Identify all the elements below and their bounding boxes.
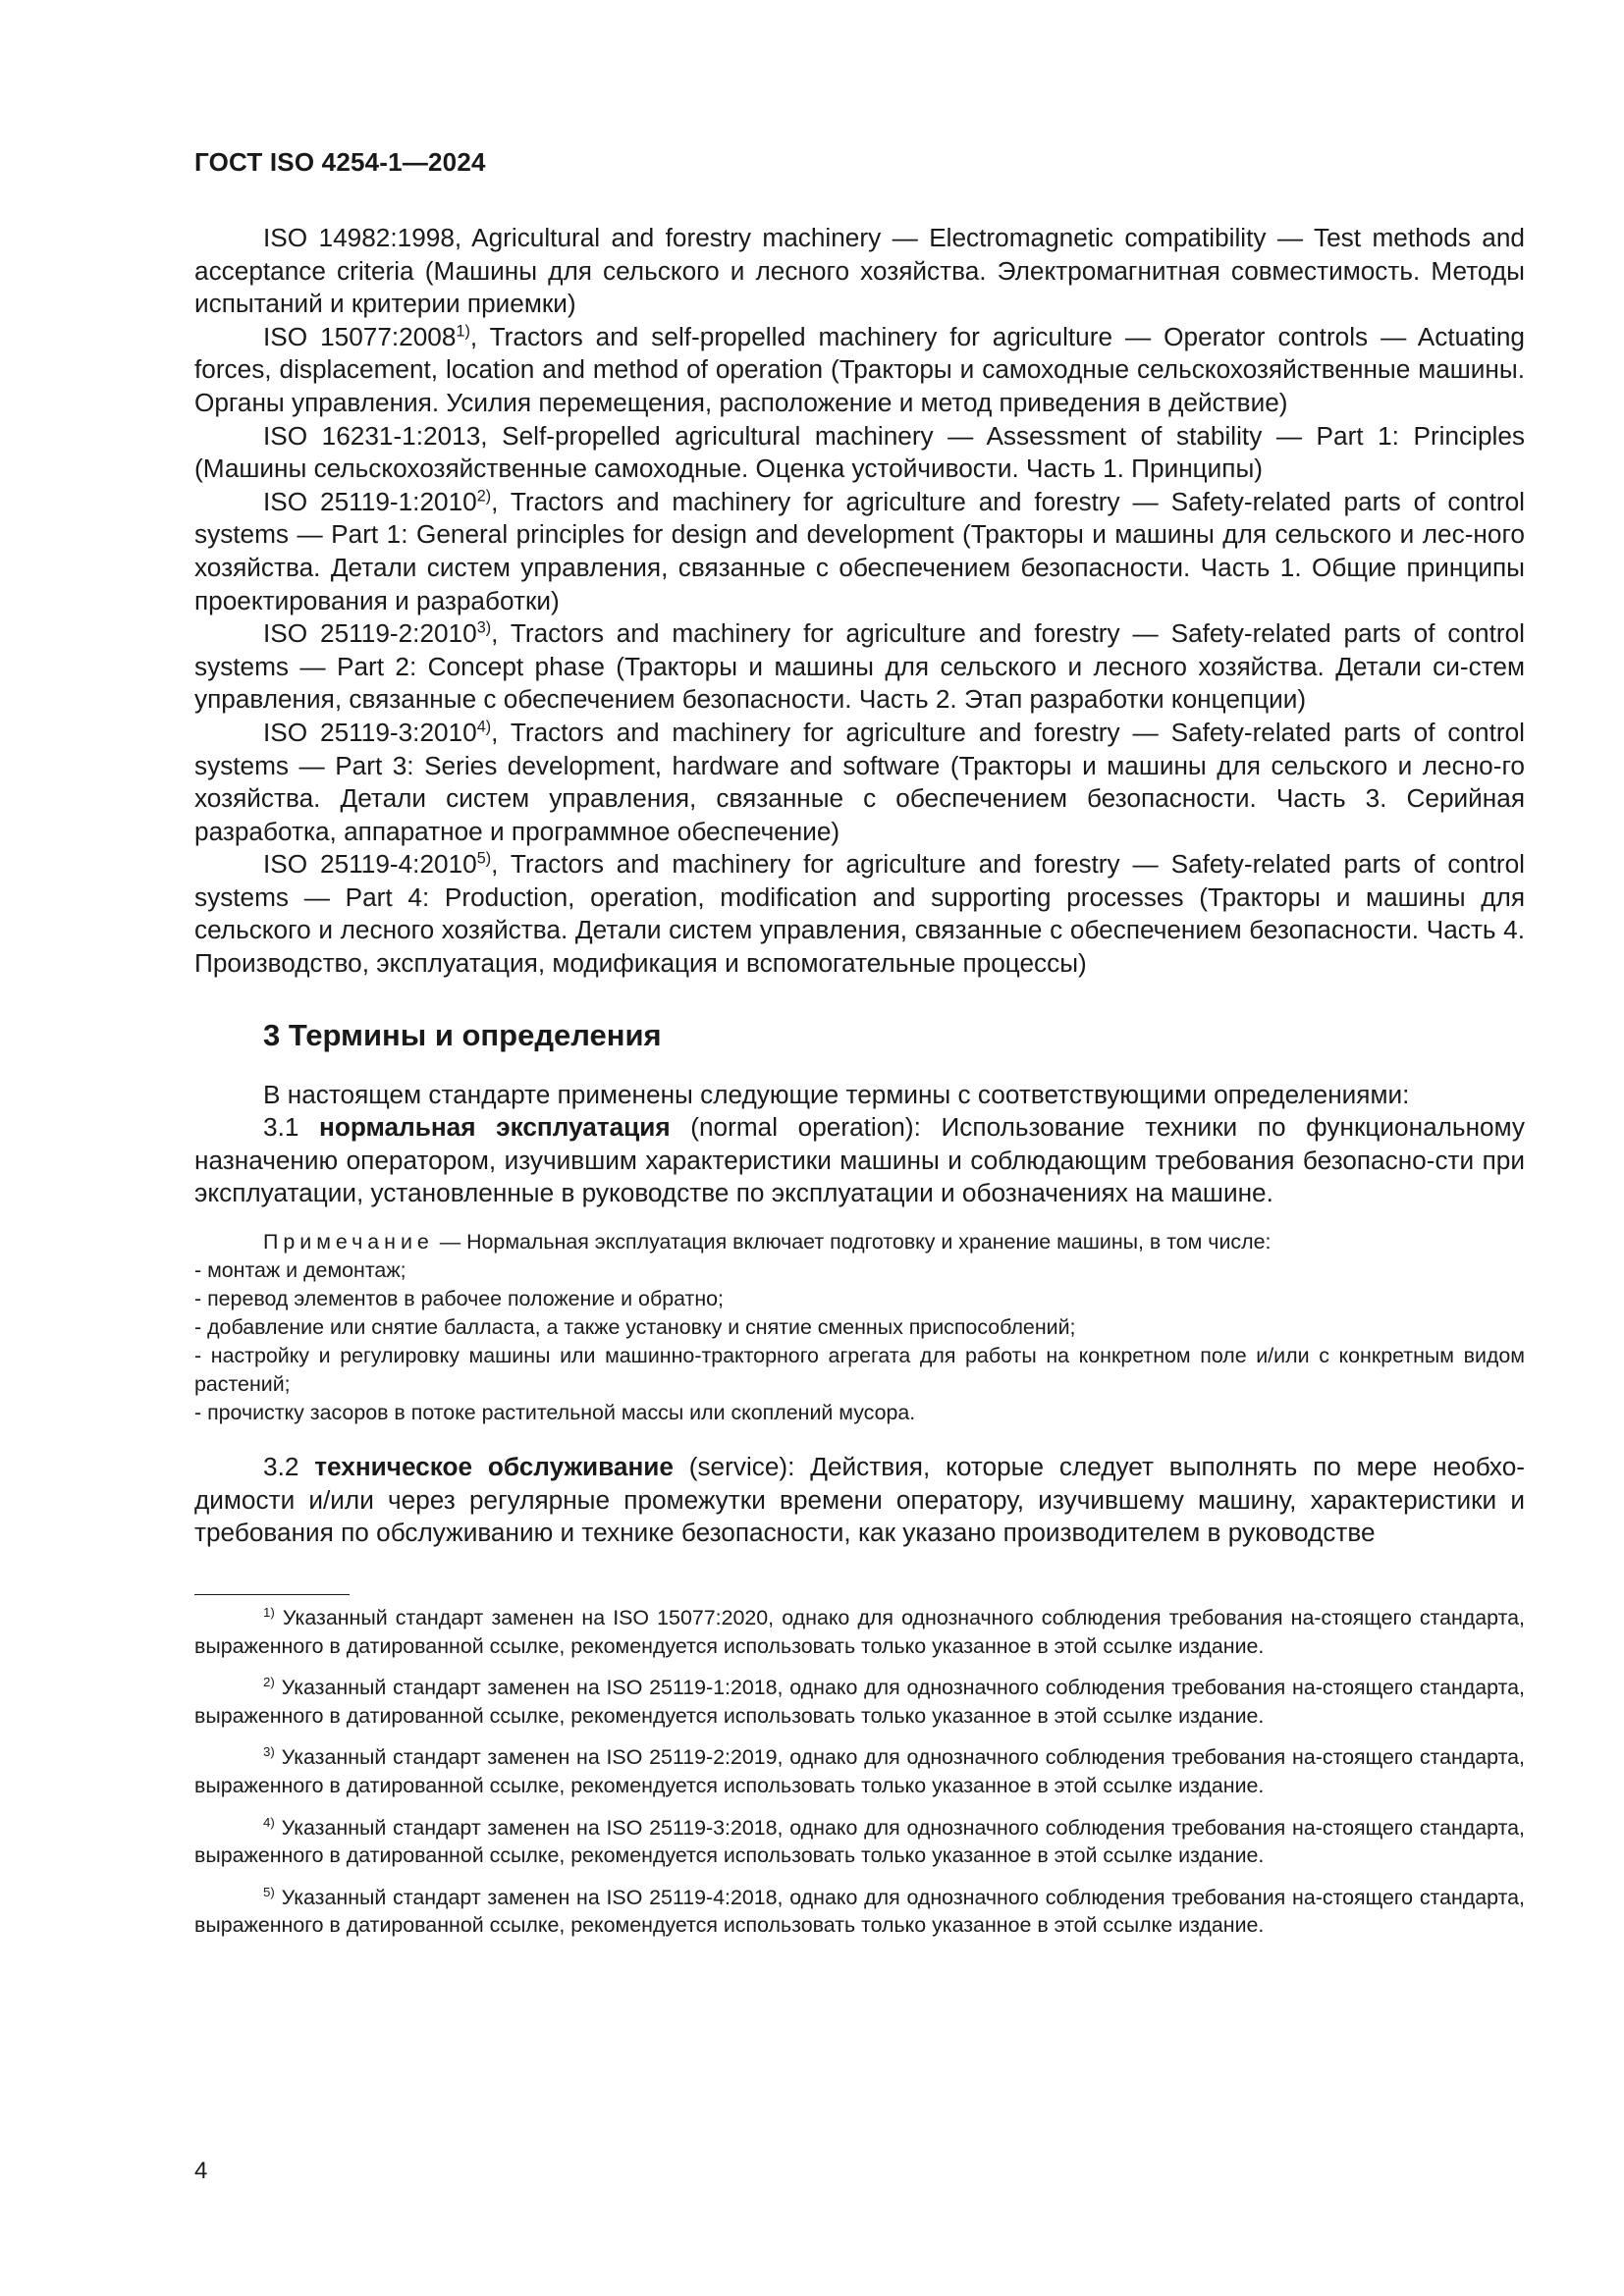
footnotes: [194, 1604, 1525, 1953]
reference-item: [194, 717, 1525, 848]
note-list-item: - монтаж и демонтаж;: [194, 1258, 406, 1283]
term-definition: [194, 1451, 1525, 1550]
section-intro: В настоящем стандарте применены следующие термины с соответствующими определениями:: [263, 1079, 1410, 1109]
note-intro: [194, 1228, 1525, 1256]
footnote: [194, 1674, 1525, 1730]
reference-text: , Tractors and self-propelled machinery for agriculture — Operator controls — Actuating forces, displacement, location and method of operation (Тракторы и самоходные сельскохозяйственные машины. Органы управления. Усилия перемещения, расположение и метод приведения в действие): [194, 321, 1525, 417]
section-heading: 3 Термины и определения: [263, 1017, 662, 1052]
reference-item: [194, 222, 1525, 321]
note-list-item: - добавление или снятие балласта, а также установку и снятие сменных приспособлений;: [194, 1315, 1076, 1340]
reference-id: ISO 15077:2008: [263, 321, 457, 351]
standard-header: ГОСТ ISO 4254-1—2024: [194, 147, 486, 177]
footnote-ref[interactable]: 2): [476, 487, 492, 506]
reference-id: ISO 25119-1:2010: [263, 486, 477, 516]
term-text: (normal operation): Использование техники по функциональному назначению оператором, изучившим характеристики машины и соблюдающим требования безопасно-сти при эксплуатации, установленные в руководстве по эксплуатации и обозначениях на машине.: [194, 1112, 1525, 1208]
reference-text: , Tractors and machinery for agriculture and forestry — Safety-related parts of control systems — Part 1: General principles for design and development (Тракторы и машины для сельского и лес-ного хозяйства. Детали систем управления, связанные с обеспечением безопасности. Часть 1. Общие принципы проектирования и разработки): [194, 486, 1525, 615]
reference-text: , Tractors and machinery for agriculture and forestry — Safety-related parts of control systems — Part 4: Production, operation, modification and supporting processes (Тракторы и машины для сельского и лесного хозяйства. Детали систем управления, связанные с обеспечением безопасности. Часть 4. Производство, эксплуатация, модификация и вспомогательные процессы): [194, 849, 1525, 979]
footnote: [194, 1884, 1525, 1940]
footnote-ref[interactable]: 5): [476, 849, 492, 868]
footnote-mark: 4): [263, 1814, 275, 1830]
reference-item: [194, 848, 1525, 980]
reference-text: , Self-propelled agricultural machinery — Assessment of stability — Part 1: Principles (Машины сельскохозяйственные самоходные. Оценка устойчивости. Часть 1. Принципы): [194, 420, 1526, 484]
footnote: [194, 1814, 1525, 1870]
reference-item: [194, 486, 1525, 617]
note-text: — Нормальная эксплуатация включает подготовку и хранение машины, в том числе:: [433, 1230, 1272, 1255]
term-definition: [194, 1111, 1525, 1210]
footnote-separator: [194, 1594, 350, 1595]
page-body: [194, 222, 1525, 1550]
page-number: 4: [194, 2158, 208, 2184]
footnote-text: Указанный стандарт заменен на ISO 25119-2:2019, однако для однозначного соблюдения требования на-стоящего стандарта, выраженного в датированной ссылке, рекомендуется использовать только указанное в этой ссылке издание.: [194, 1745, 1525, 1797]
term-text: (service): Действия, которые следует выполнять по мере необхо-димости и/или через регулярные промежутки времени оператору, изучившему машину, характеристики и требования по обслуживанию и технике безопасности, как указано производителем в руководстве: [194, 1452, 1525, 1548]
footnote: [194, 1604, 1525, 1660]
reference-item: [194, 420, 1525, 486]
note-list-item: - настройку и регулировку машины или машинно-тракторного агрегата для работы на конкретном поле и/или с конкретным видом растений;: [194, 1344, 1525, 1397]
reference-id: ISO 25119-2:2010: [263, 618, 477, 649]
footnote-text: Указанный стандарт заменен на ISO 15077:2020, однако для однозначного соблюдения требования на-стоящего стандарта, выраженного в датированной ссылке, рекомендуется использовать только указанное в этой ссылке издание.: [194, 1606, 1525, 1658]
note-block: [194, 1228, 1525, 1427]
term-number: 3.2: [263, 1452, 315, 1482]
footnote-ref[interactable]: 1): [456, 322, 470, 341]
note-label: Примечание: [263, 1230, 434, 1255]
note-list-item: - прочистку засоров в потоке растительной массы или скоплений мусора.: [194, 1401, 916, 1425]
footnote-mark: 1): [263, 1604, 275, 1620]
footnote-mark: 5): [263, 1884, 275, 1899]
footnote-text: Указанный стандарт заменен на ISO 25119-3:2018, однако для однозначного соблюдения требования на-стоящего стандарта, выраженного в датированной ссылке, рекомендуется использовать только указанное в этой ссылке издание.: [194, 1815, 1525, 1868]
term-name: нормальная эксплуатация: [319, 1112, 671, 1143]
footnote: [194, 1743, 1525, 1799]
footnote-mark: 3): [263, 1744, 275, 1760]
footnote-ref[interactable]: 4): [476, 718, 492, 736]
footnote-mark: 2): [263, 1675, 275, 1690]
footnote-text: Указанный стандарт заменен на ISO 25119-4:2018, однако для однозначного соблюдения требования на-стоящего стандарта, выраженного в датированной ссылке, рекомендуется использовать только указанное в этой ссылке издание.: [194, 1885, 1525, 1938]
term-name: техническое обслуживание: [314, 1452, 674, 1482]
reference-id: ISO 25119-3:2010: [263, 717, 477, 747]
reference-item: [194, 321, 1525, 420]
note-list-item: - перевод элементов в рабочее положение и обратно;: [194, 1287, 724, 1311]
reference-id: ISO 14982:1998: [263, 223, 455, 252]
reference-item: [194, 617, 1525, 717]
reference-text: , Agricultural and forestry machinery — Electromagnetic compatibility — Test methods and acceptance criteria (Машины для сельского и лесного хозяйства. Электромагнитная совместимость. Методы испытаний и критерии приемки): [194, 223, 1525, 319]
reference-id: ISO 25119-4:2010: [263, 849, 477, 880]
term-number: 3.1: [263, 1112, 320, 1143]
footnote-text: Указанный стандарт заменен на ISO 25119-1:2018, однако для однозначного соблюдения требования на-стоящего стандарта, выраженного в датированной ссылке, рекомендуется использовать только указанное в этой ссылке издание.: [194, 1676, 1525, 1728]
reference-text: , Tractors and machinery for agriculture and forestry — Safety-related parts of control systems — Part 3: Series development, hardware and software (Тракторы и машины для сельского и лесно-го хозяйства. Детали систем управления, связанные с обеспечением безопасности. Часть 3. Серийная разработка, аппаратное и программное обеспечение): [194, 717, 1525, 846]
reference-id: ISO 16231-1:2013: [263, 420, 481, 451]
reference-text: , Tractors and machinery for agriculture and forestry — Safety-related parts of control systems — Part 2: Concept phase (Тракторы и машины для сельского и лесного хозяйства. Детали си-стем управления, связанные с обеспечением безопасности. Часть 2. Этап разработки концепции): [194, 618, 1525, 715]
footnote-ref[interactable]: 3): [476, 618, 492, 637]
